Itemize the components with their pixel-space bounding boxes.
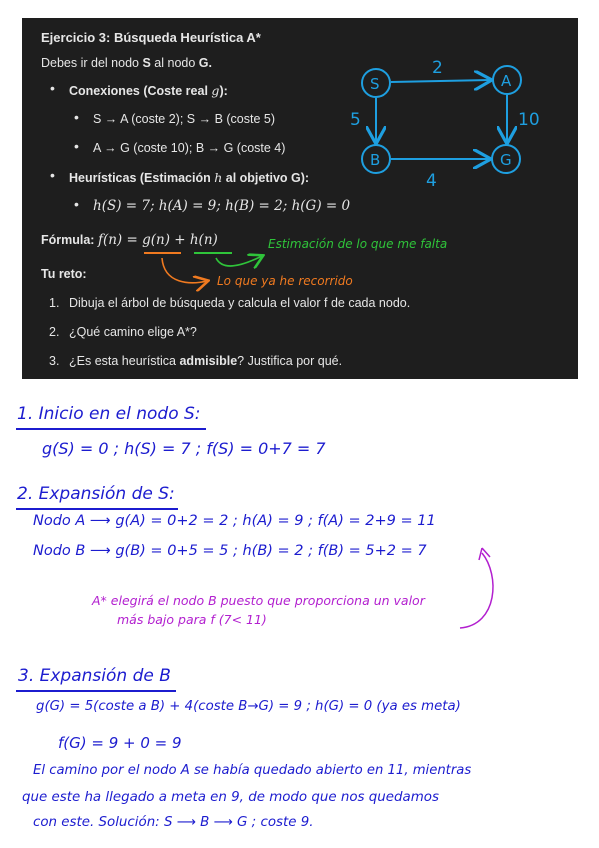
heuristics-heading: Heurísticas (Estimación h al objetivo G): — [69, 170, 310, 185]
exercise-title: Ejercicio 3: Búsqueda Heurística A* — [41, 30, 261, 45]
bullet-dot: • — [74, 196, 79, 212]
edge-a-g-label: 10 — [518, 110, 540, 130]
step3-title: 3. Expansión de B — [18, 666, 171, 686]
node-s-label: S — [370, 75, 380, 93]
purple-note-line2: más bajo para f (7< 11) — [117, 612, 267, 627]
intro-text: Debes ir del nodo S al nodo G. — [41, 56, 212, 70]
bullet-dot: • — [50, 167, 55, 183]
edge-s-a-label: 2 — [432, 58, 443, 78]
step3-underline — [16, 690, 176, 692]
orange-annotation: Lo que ya he recorrido — [217, 274, 353, 288]
bullet-dot: • — [74, 109, 79, 125]
purple-arrow — [460, 553, 493, 628]
step1-line: g(S) = 0 ; h(S) = 7 ; f(S) = 0+7 = 7 — [42, 439, 326, 458]
task-2: ¿Qué camino elige A*? — [69, 325, 197, 339]
edge-s-b-label: 5 — [350, 110, 361, 130]
bullet-dot: • — [74, 138, 79, 154]
task-3: ¿Es esta heurística admisible? Justifica por qué. — [69, 354, 343, 368]
green-annotation: Estimación de lo que me falta — [268, 237, 448, 251]
connections-line-1: S → A (coste 2); S → B (coste 5) — [93, 112, 276, 126]
step2-underline — [16, 508, 178, 510]
formula-line: Fórmula: f(n) = g(n) + h(n) — [41, 232, 218, 248]
step2-node-a: Nodo A ⟶ g(A) = 0+2 = 2 ; h(A) = 9 ; f(A) = 2+9 = 11 — [33, 513, 436, 529]
bullet-dot: • — [50, 80, 55, 96]
task-number: 2. — [49, 325, 60, 339]
edge-b-g-label: 4 — [426, 171, 437, 191]
purple-arrow-head — [479, 548, 490, 560]
edge-s-a — [391, 80, 490, 82]
conclusion-line3: con este. Solución: S ⟶ B ⟶ G ; coste 9. — [33, 815, 314, 830]
step3-line1: g(G) = 5(coste a B) + 4(coste B→G) = 9 ; h(G) = 0 (ya es meta) — [36, 699, 461, 714]
challenge-heading: Tu reto: — [41, 267, 87, 281]
step1-underline — [16, 428, 206, 430]
orange-arrow — [162, 258, 207, 283]
task-1: Dibuja el árbol de búsqueda y calcula el valor f de cada nodo. — [69, 296, 411, 310]
heuristics-values: h(S) = 7; h(A) = 9; h(B) = 2; h(G) = 0 — [93, 198, 351, 214]
conclusion-line1: El camino por el nodo A se había quedado abierto en 11, mientras — [33, 763, 472, 778]
node-g-label: G — [500, 151, 512, 169]
connections-heading: Conexiones (Coste real g): — [69, 83, 228, 98]
green-arrow — [216, 256, 262, 266]
step1-title: 1. Inicio en el nodo S: — [17, 404, 201, 424]
purple-note-line1: A* elegirá el nodo B puesto que proporciona un valor — [92, 593, 425, 608]
step2-node-b: Nodo B ⟶ g(B) = 0+5 = 5 ; h(B) = 2 ; f(B) = 5+2 = 7 — [33, 543, 427, 559]
node-a-label: A — [501, 72, 512, 90]
step2-title: 2. Expansión de S: — [17, 484, 175, 504]
step3-line2: f(G) = 9 + 0 = 9 — [58, 734, 182, 752]
node-b-label: B — [370, 151, 381, 169]
connections-line-2: A → G (coste 10); B → G (coste 4) — [93, 141, 286, 155]
task-number: 1. — [49, 296, 60, 310]
task-number: 3. — [49, 354, 60, 368]
conclusion-line2: que este ha llegado a meta en 9, de modo que nos quedamos — [22, 790, 439, 805]
